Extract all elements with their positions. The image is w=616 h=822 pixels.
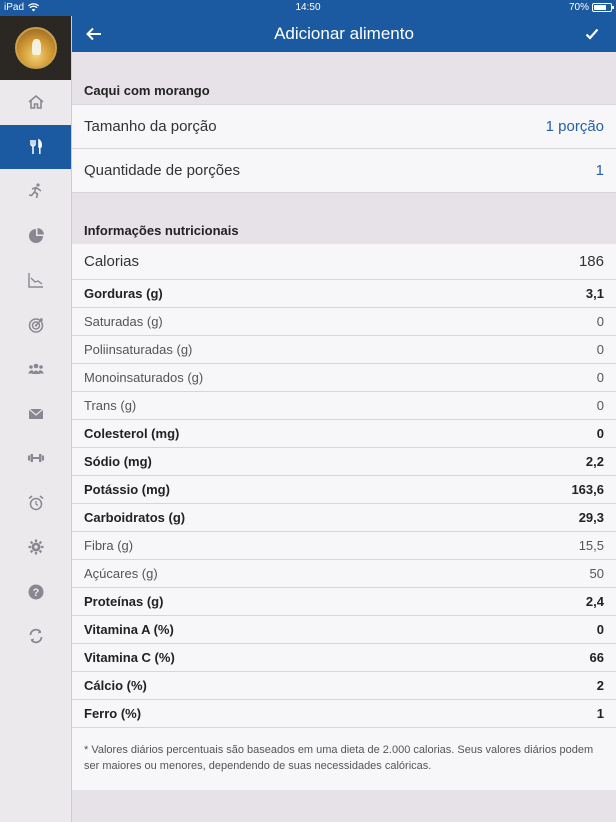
nutrient-value: 66: [589, 650, 604, 665]
sidebar-item-friends[interactable]: [0, 347, 71, 392]
nutrient-label: Colesterol (mg): [84, 426, 180, 441]
nutrient-value: 2,2: [585, 454, 604, 469]
checkmark-icon: [585, 28, 599, 40]
status-bar: [0, 0, 616, 16]
nutrition-title: Informações nutricionais: [84, 223, 239, 238]
nutrient-value: 0: [596, 370, 604, 385]
sidebar-item-food[interactable]: [0, 125, 71, 170]
nutrient-value: 0: [596, 314, 604, 329]
sidebar-item-help[interactable]: [0, 570, 71, 615]
sidebar-item-settings[interactable]: [0, 525, 71, 570]
sidebar-item-apps[interactable]: [0, 436, 71, 481]
nutrient-label: Sódio (mg): [84, 454, 152, 469]
pie-chart-icon: [27, 227, 45, 245]
nav-header: [72, 16, 616, 52]
food-name: Caqui com morango: [84, 83, 210, 98]
running-icon: [27, 182, 45, 200]
alarm-icon: [27, 494, 45, 512]
sidebar-item-home[interactable]: [0, 80, 71, 125]
servings-row[interactable]: [72, 149, 616, 193]
friends-icon: [27, 360, 45, 378]
nutrient-label: Vitamina A (%): [84, 622, 174, 637]
serving-table: [72, 104, 616, 193]
nutrient-value: 15,5: [578, 538, 604, 553]
nutrient-value: 29,3: [578, 510, 604, 525]
sidebar-item-sync[interactable]: [0, 614, 71, 659]
nutrient-row: [72, 560, 616, 588]
nutrient-label: Ferro (%): [84, 706, 142, 721]
nutrient-row: [72, 700, 616, 728]
mail-icon: [27, 405, 45, 423]
nutrient-value: 163,6: [571, 482, 604, 497]
line-chart-icon: [27, 271, 45, 289]
nutrient-value: 2,4: [585, 594, 604, 609]
nutrient-row: [72, 308, 616, 336]
nutrient-label: Monoinsaturados (g): [84, 370, 204, 385]
servings-value[interactable]: 1: [595, 162, 604, 179]
nutrient-row: [72, 504, 616, 532]
device-name: iPad: [4, 2, 25, 13]
nutrient-row: [72, 476, 616, 504]
serving-size-value[interactable]: 1 porção: [545, 118, 604, 135]
nutrient-label: Açúcares (g): [84, 566, 158, 581]
servings-label: Quantidade de porções: [84, 162, 240, 179]
nutrient-value: 2: [596, 678, 604, 693]
calories-label: Calorias: [84, 253, 140, 270]
sidebar-item-nutrition[interactable]: [0, 214, 71, 259]
footnote: * Valores diários percentuais são baseados em uma dieta de 2.000 calorias. Seus valores diários podem ser maiores ou menores, dependendo de suas necessidades calóricas.: [84, 744, 594, 772]
nutrient-row: [72, 392, 616, 420]
sync-icon: [27, 627, 45, 645]
gear-icon: [27, 538, 45, 556]
nutrient-value: 0: [596, 622, 604, 637]
nutrient-value: 3,1: [585, 286, 604, 301]
status-right: [569, 2, 612, 13]
nutrition-table: [72, 244, 616, 790]
home-icon: [27, 93, 45, 111]
nutrient-value: 50: [589, 566, 604, 581]
nutrient-label: Proteínas (g): [84, 594, 164, 609]
serving-size-label: Tamanho da porção: [84, 118, 217, 135]
nutrient-row: [72, 616, 616, 644]
nutrient-label: Potássio (mg): [84, 482, 170, 497]
nutrient-label: Poliinsaturadas (g): [84, 342, 193, 357]
nutrient-row: [72, 336, 616, 364]
nutrient-row: [72, 672, 616, 700]
nutrient-row: [72, 644, 616, 672]
nutrient-label: Fibra (g): [84, 538, 134, 553]
nutrient-label: Carboidratos (g): [84, 510, 186, 525]
svg-text:?: ?: [32, 586, 39, 599]
nutrient-label: Cálcio (%): [84, 678, 147, 693]
nutrient-value: 0: [596, 426, 604, 441]
nutrient-row: [72, 588, 616, 616]
calories-value: 186: [578, 253, 604, 270]
nutrient-row: [72, 448, 616, 476]
sidebar-item-progress[interactable]: [0, 258, 71, 303]
target-icon: [27, 316, 45, 334]
nutrient-value: 1: [596, 706, 604, 721]
calories-row: [72, 244, 616, 280]
help-icon: [27, 583, 45, 601]
sidebar-item-messages[interactable]: [0, 392, 71, 437]
sidebar: [0, 16, 72, 822]
nutrient-label: Gorduras (g): [84, 286, 163, 301]
nutrient-row: [72, 280, 616, 308]
dumbbell-icon: [27, 449, 45, 467]
avatar[interactable]: [15, 27, 57, 69]
main-content: [72, 52, 616, 822]
serving-size-row[interactable]: [72, 105, 616, 149]
fork-knife-icon: [27, 138, 45, 156]
nutrient-row: [72, 364, 616, 392]
nutrient-label: Trans (g): [84, 398, 137, 413]
sidebar-item-reminders[interactable]: [0, 481, 71, 526]
page-title: Adicionar alimento: [274, 24, 414, 43]
battery-percent: 70%: [568, 2, 589, 13]
status-time: 14:50: [295, 2, 321, 13]
profile-area[interactable]: [0, 16, 71, 80]
nutrient-value: 0: [596, 398, 604, 413]
nutrient-list: [72, 280, 616, 728]
nutrient-label: Vitamina C (%): [84, 650, 175, 665]
nutrient-row: [72, 420, 616, 448]
sidebar-item-goals[interactable]: [0, 303, 71, 348]
confirm-button[interactable]: [580, 22, 604, 46]
nutrient-value: 0: [596, 342, 604, 357]
battery-icon: [592, 3, 612, 12]
sidebar-item-exercise[interactable]: [0, 169, 71, 214]
nutrient-row: [72, 532, 616, 560]
nutrient-label: Saturadas (g): [84, 314, 163, 329]
